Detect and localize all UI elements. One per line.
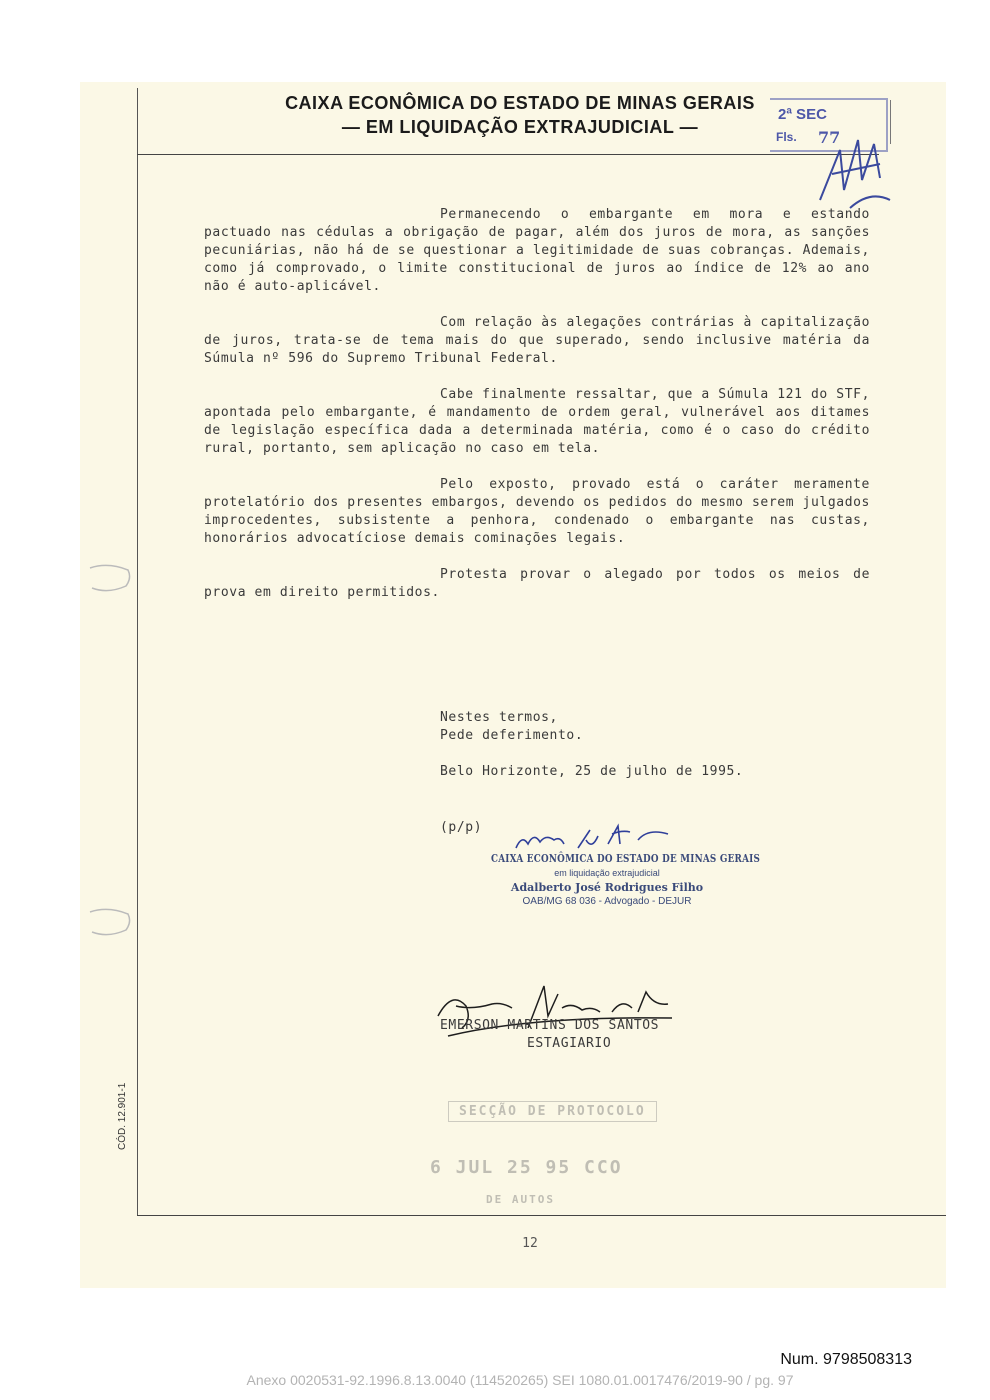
attorney-stamp-oab: OAB/MG 68 036 - Advogado - DEJUR [522,896,692,907]
punch-hole-top-image [88,560,134,596]
paragraph-2: Com relação às alegações contrárias à capitalização de juros, trata-se de tema mais do que superado, sendo inclusive matéria da Súmula nº 596 do Supremo Tribunal Federal. [204,315,870,366]
section-stamp-fls-value: 77 [818,128,841,147]
paragraph-5: Protesta provar o alegado por todos os meios de prova em direito permitidos. [204,567,870,600]
petition-body [204,206,870,620]
form-code: CÓD. 12.901-1 [117,1082,128,1150]
protocol-stamp-line-3: DE AUTOS [486,1193,555,1206]
intern-role: ESTAGIARIO [527,1036,612,1051]
letterhead-subtitle: — EM LIQUIDAÇÃO EXTRAJUDICIAL — [341,117,699,137]
intern-name: EMERSON MARTINS DOS SANTOS [440,1018,660,1033]
form-border-top [137,154,879,155]
attorney-stamp-subtitle: em liquidação extrajudicial [554,868,660,878]
attorney-stamp-name: Adalberto José Rodrigues Filho [510,881,704,894]
punch-hole-bottom-image [88,904,134,940]
paragraph-1: Permanecendo o embargante em mora e estando pactuado nas cédulas a obrigação de pagar, além dos juros de mora, as sanções pecuniárias, não há de se questionar a legitimidade de suas cobranças. Ademais, como já comprovado, o limite constitucional de juros ao índice de 12% ao ano não é auto-aplicável. [204,207,870,294]
protocol-stamp-line-1: SECÇÃO DE PROTOCOLO [448,1101,657,1122]
letterhead-title: CAIXA ECONÔMICA DO ESTADO DE MINAS GERAIS [285,93,755,113]
protocol-stamp [430,1095,684,1217]
page-number: 12 [522,1236,538,1251]
section-stamp-fls-label: Fls. [776,130,797,144]
closing-line-1: Nestes termos, [440,710,558,725]
document-number: Num. 9798508313 [780,1351,912,1368]
attorney-stamp [462,852,761,907]
form-border-left [137,88,138,1216]
attorney-stamp-institution: CAIXA ECONÔMICA DO ESTADO DE MINAS GERAIS [491,852,761,865]
paragraph-3: Cabe finalmente ressaltar, que a Súmula 121 do STF, apontada pelo embargante, é mandamento de ordem geral, vulnerável aos ditames de legislação específica dada a determinada matéria, como é o caso do crédito rural, portanto, sem aplicação no caso em tela. [204,387,870,456]
place-and-date: Belo Horizonte, 25 de julho de 1995. [440,764,744,779]
paragraph-4: Pelo exposto, provado está o caráter meramente protelatório dos presentes embargos, devendo os pedidos do mesmo serem julgados improcedentes, subsistente a penhora, condenado o embargante nas custas, honorários advocatíciose demais cominações legais. [204,477,870,546]
section-stamp-label: 2ª SEC [778,106,827,123]
footer-reference: Anexo 0020531-92.1996.8.13.0040 (114520265) SEI 1080.01.0017476/2019-90 / pg. 97 [246,1372,794,1388]
closing-line-2: Pede deferimento. [440,728,584,743]
per-procuration-label: (p/p) [440,820,483,835]
protocol-stamp-line-2: 6 JUL 25 95 CCO [430,1157,623,1178]
